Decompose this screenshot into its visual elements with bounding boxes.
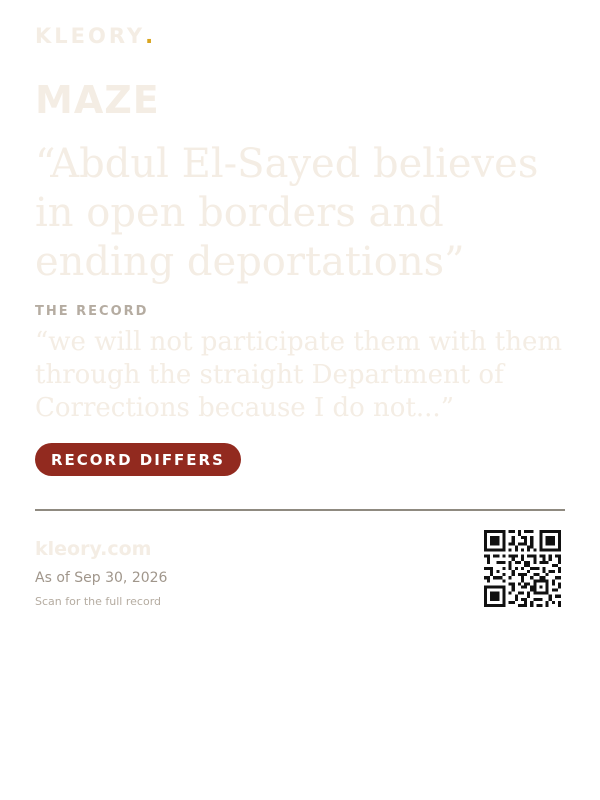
verdict-badge: RECORD DIFFERS — [35, 443, 241, 476]
claim-text: “Abdul El-Sayed believes in open borders and ending deportations” — [35, 141, 539, 285]
brand-name: KLEORY — [35, 24, 146, 48]
record-quote: “we will not participate them with them through the straight Department of Corrections because I do not...” — [35, 327, 562, 423]
site-link[interactable]: kleory.com — [35, 538, 152, 560]
scan-hint: Scan for the full record — [35, 595, 162, 608]
brand-dot: . — [145, 24, 154, 48]
brand-logo — [35, 24, 153, 48]
record-label: THE RECORD — [35, 304, 149, 319]
as-of-date: As of Sep 30, 2026 — [35, 570, 168, 586]
divider — [35, 509, 565, 511]
qr-code-graphic — [484, 530, 561, 607]
qr-code-icon[interactable] — [484, 530, 561, 607]
subject-name: MAZE — [35, 78, 160, 122]
